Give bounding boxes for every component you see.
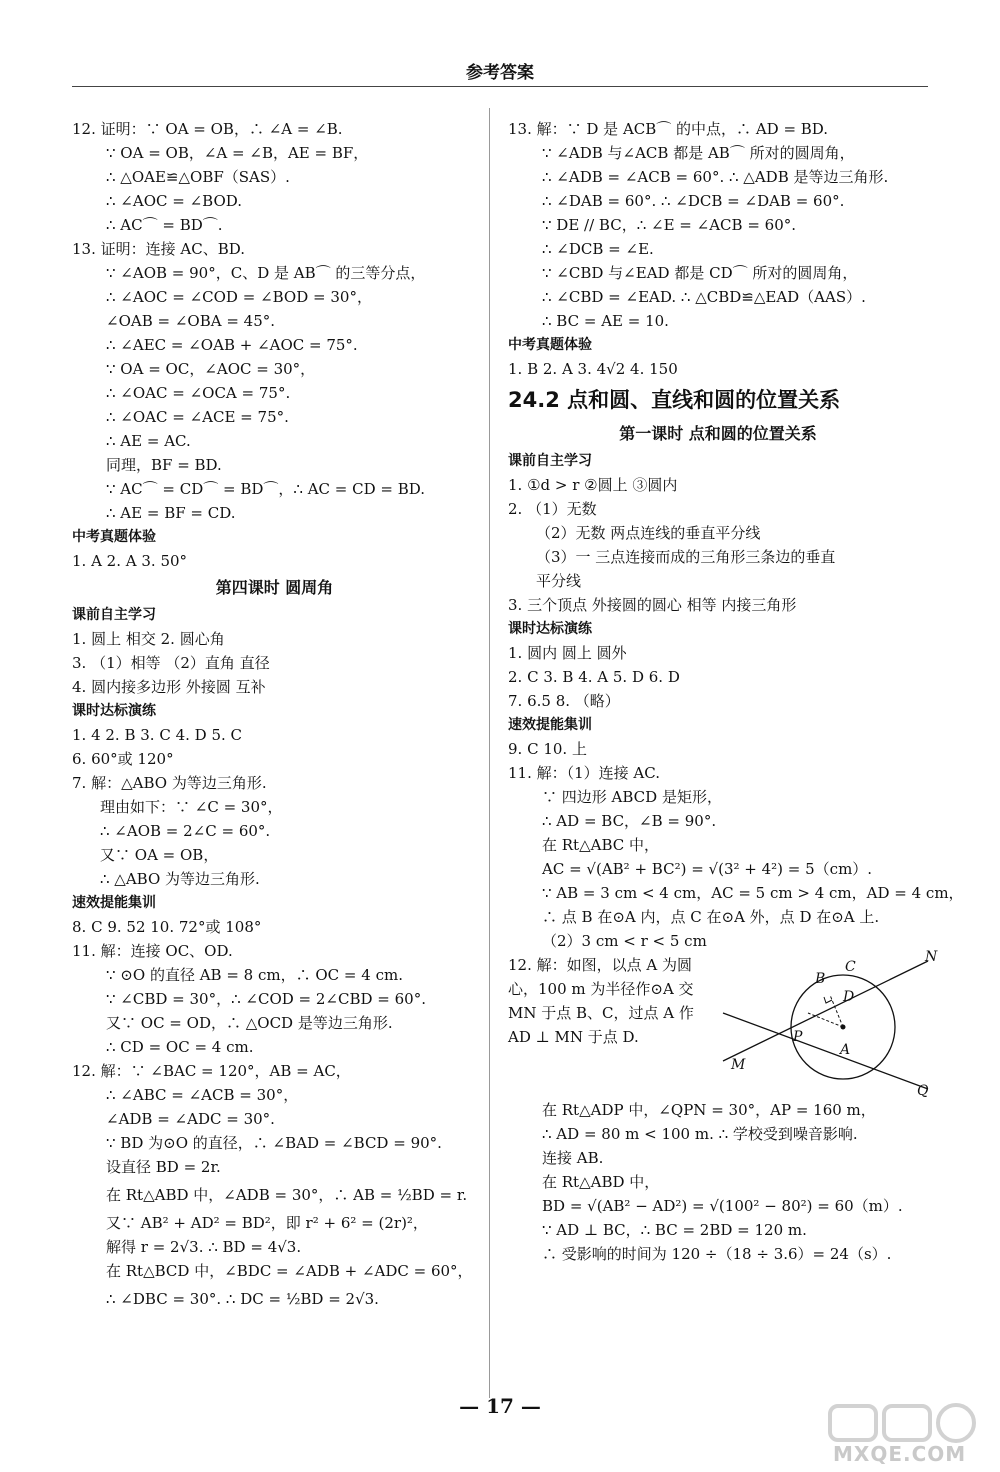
answer-line: 1. 圆内 圆上 圆外	[508, 644, 627, 662]
section-heading: 课前自主学习	[72, 607, 156, 623]
answer-line: 同理，BF = BD.	[106, 456, 222, 474]
figure-problem-block	[508, 949, 938, 1099]
answer-line: ∠ADB = ∠ADC = 30°.	[106, 1110, 275, 1128]
answer-line: ∴ BC = AE = 10.	[542, 312, 669, 330]
answer-line: 设直径 BD = 2r.	[106, 1158, 221, 1176]
answer-line: 1. ①d > r ②圆上 ③圆内	[508, 476, 678, 494]
answer-line: 12. 解：∵ ∠BAC = 120°，AB = AC，	[72, 1062, 351, 1080]
answer-line: ∵ ∠AOB = 90°，C、D 是 AB⌒ 的三等分点，	[106, 264, 426, 282]
answer-line: 2. （1）无数	[508, 500, 597, 518]
line-mn	[723, 961, 928, 1061]
header-divider	[72, 86, 928, 87]
answer-line: ∴ AE = BF = CD.	[106, 504, 236, 522]
answer-line: 12. 解：如图，以点 A 为圆心，100 m 为半径作⊙A 交 MN 于点 B、C，过点 A 作 AD ⊥ MN 于点 D.	[508, 956, 694, 1046]
chapter-section-title: 24.2 点和圆、直线和圆的位置关系	[508, 388, 841, 412]
figure-label-c: C	[845, 959, 856, 975]
answer-line: ∴ △OAE≌△OBF（SAS）.	[106, 168, 290, 186]
column-divider	[489, 108, 490, 1398]
section-heading: 中考真题体验	[508, 337, 592, 353]
answer-line: BD = √(AB² − AD²) = √(100² − 80²) = 60（m）.	[542, 1197, 903, 1215]
segment-ab	[808, 1013, 843, 1027]
answer-line: ∵ 四边形 ABCD 是矩形，	[542, 788, 722, 806]
right-column	[508, 117, 964, 1266]
answer-line: ∴ AD = BC，∠B = 90°.	[542, 812, 717, 830]
answer-line: ∴ ∠CBD = ∠EAD. ∴ △CBD≌△EAD（AAS）.	[542, 288, 866, 306]
page-header-title: 参考答案	[466, 63, 534, 83]
section-heading: 课时达标演练	[508, 621, 592, 637]
answer-line: 在 Rt△ABD 中，	[542, 1173, 660, 1191]
answer-line: 理由如下：∵ ∠C = 30°，	[100, 798, 283, 816]
answer-line: ∴ AE = AC.	[106, 432, 191, 450]
answer-line: ∴ ∠ADB = ∠ACB = 60°. ∴ △ADB 是等边三角形.	[542, 168, 889, 186]
answer-line: 3. （1）相等 （2）直角 直径	[72, 654, 270, 672]
lesson-title: 第一课时 点和圆的位置关系	[619, 424, 817, 443]
answer-line: （2）无数 两点连线的垂直平分线	[536, 524, 761, 542]
answer-line: 在 Rt△ABD 中，∠ADB = 30°，∴ AB = ½BD = r.	[106, 1186, 468, 1204]
answer-line: ∴ ∠ABC = ∠ACB = 30°，	[106, 1086, 299, 1104]
section-heading: 课时达标演练	[72, 703, 156, 719]
answer-line: 13. 解：∵ D 是 ACB⌒ 的中点，∴ AD = BD.	[508, 120, 829, 138]
answer-line: 又∵ AB² + AD² = BD²，即 r² + 6² = (2r)²，	[106, 1214, 428, 1232]
figure-label-d: D	[843, 989, 855, 1005]
answer-line: 平分线	[536, 572, 582, 590]
answer-line: ∵ AD ⊥ BC，∴ BC = 2BD = 120 m.	[542, 1221, 807, 1239]
answer-line: 又∵ OA = OB，	[100, 846, 219, 864]
answer-line: 1. 圆上 相交 2. 圆心角	[72, 630, 225, 648]
answer-line: 在 Rt△ADP 中，∠QPN = 30°，AP = 160 m，	[542, 1101, 876, 1119]
answer-line: 连接 AB.	[542, 1149, 604, 1167]
answer-line: ∴ ∠AOB = 2∠C = 60°.	[100, 822, 271, 840]
lesson-title: 第四课时 圆周角	[215, 578, 334, 597]
answer-line: 13. 证明：连接 AC、BD.	[72, 240, 245, 258]
answer-line: ∠OAB = ∠OBA = 45°.	[106, 312, 276, 330]
answer-line: 9. C 10. 上	[508, 740, 587, 758]
answer-line: 在 Rt△ABC 中，	[542, 836, 660, 854]
answer-line: ∴ 点 B 在⊙A 内，点 C 在⊙A 外，点 D 在⊙A 上.	[542, 908, 880, 926]
answer-line: ∵ BD 为⊙O 的直径，∴ ∠BAD = ∠BCD = 90°.	[106, 1134, 442, 1152]
answer-line: 12. 证明：∵ OA = OB，∴ ∠A = ∠B.	[72, 120, 343, 138]
figure-label-p: P	[793, 1029, 803, 1045]
answer-line: ∴ CD = OC = 4 cm.	[106, 1038, 254, 1056]
section-heading: 中考真题体验	[72, 529, 156, 545]
answer-line: 6. 60°或 120°	[72, 750, 174, 768]
answer-line: ∵ ∠ADB 与∠ACB 都是 AB⌒ 所对的圆周角，	[542, 144, 855, 162]
geometry-figure	[703, 949, 938, 1099]
answer-line: ∵ ⊙O 的直径 AB = 8 cm，∴ OC = 4 cm.	[106, 966, 403, 984]
figure-label-m: M	[731, 1057, 746, 1073]
answer-line: ∴ ∠AEC = ∠OAB + ∠AOC = 75°.	[106, 336, 358, 354]
figure-label-n: N	[925, 949, 938, 965]
answer-line: AC = √(AB² + BC²) = √(3² + 4²) = 5（cm）.	[542, 860, 873, 878]
answer-line: ∴ △ABO 为等边三角形.	[100, 870, 260, 888]
answer-line: 1. B 2. A 3. 4√2 4. 150	[508, 360, 678, 378]
section-heading: 速效提能集训	[72, 895, 156, 911]
answer-line: 解得 r = 2√3. ∴ BD = 4√3.	[106, 1238, 302, 1256]
answer-line: ∴ ∠DAB = 60°. ∴ ∠DCB = ∠DAB = 60°.	[542, 192, 845, 210]
answer-line: 8. C 9. 52 10. 72°或 108°	[72, 918, 262, 936]
answer-line: ∵ AC⌒ = CD⌒ = BD⌒，∴ AC = CD = BD.	[106, 480, 425, 498]
figure-label-b: B	[815, 971, 826, 987]
answer-line: ∵ OA = OC，∠AOC = 30°，	[106, 360, 316, 378]
answer-line: ∴ AC⌒ = BD⌒.	[106, 216, 223, 234]
section-heading: 速效提能集训	[508, 717, 592, 733]
left-column	[72, 117, 477, 1315]
answer-line: 1. 4 2. B 3. C 4. D 5. C	[72, 726, 243, 744]
answer-line: （3）一 三点连接而成的三角形三条边的垂直	[536, 548, 836, 566]
answer-line: ∴ AD = 80 m < 100 m. ∴ 学校受到噪音影响.	[542, 1125, 858, 1143]
figure-label-a: A	[840, 1042, 851, 1058]
answer-line: ∵ ∠CBD 与∠EAD 都是 CD⌒ 所对的圆周角，	[542, 264, 858, 282]
answer-line: 1. A 2. A 3. 50°	[72, 552, 188, 570]
answer-line: 在 Rt△BCD 中，∠BDC = ∠ADB + ∠ADC = 60°，	[106, 1262, 473, 1280]
answer-line: ∵ AB = 3 cm < 4 cm，AC = 5 cm > 4 cm，AD = 4 cm，	[542, 884, 964, 902]
answer-line: ∴ 受影响的时间为 120 ÷（18 ÷ 3.6）= 24（s）.	[542, 1245, 892, 1263]
section-heading: 课前自主学习	[508, 453, 592, 469]
answer-line: 4. 圆内接多边形 外接圆 互补	[72, 678, 266, 696]
answer-line: ∴ ∠OAC = ∠ACE = 75°.	[106, 408, 289, 426]
answer-line: ∴ ∠AOC = ∠BOD.	[106, 192, 243, 210]
answer-line: ∴ ∠OAC = ∠OCA = 75°.	[106, 384, 291, 402]
answer-line: 7. 6.5 8. （略）	[508, 692, 620, 710]
answer-line: 3. 三个顶点 外接圆的圆心 相等 内接三角形	[508, 596, 797, 614]
center-point-a	[841, 1025, 846, 1030]
watermark-text: MXQE.COM	[833, 1442, 967, 1466]
answer-line: 又∵ OC = OD，∴ △OCD 是等边三角形.	[106, 1014, 393, 1032]
answer-line: 11. 解：（1）连接 AC.	[508, 764, 660, 782]
answer-line: 2. C 3. B 4. A 5. D 6. D	[508, 668, 680, 686]
page-number: — 17 —	[459, 1394, 541, 1418]
answer-line: ∴ ∠AOC = ∠COD = ∠BOD = 30°，	[106, 288, 372, 306]
answer-line: ∴ ∠DBC = 30°. ∴ DC = ½BD = 2√3.	[106, 1290, 379, 1308]
answer-line: ∵ ∠CBD = 30°，∴ ∠COD = 2∠CBD = 60°.	[106, 990, 426, 1008]
line-pq	[723, 1013, 928, 1089]
answer-line: 11. 解：连接 OC、OD.	[72, 942, 233, 960]
answer-line: ∵ DE // BC，∴ ∠E = ∠ACB = 60°.	[542, 216, 797, 234]
answer-line: （2）3 cm < r < 5 cm	[542, 932, 707, 950]
answer-line: ∴ ∠DCB = ∠E.	[542, 240, 654, 258]
figure-label-q: Q	[917, 1083, 929, 1099]
answer-line: ∵ OA = OB，∠A = ∠B，AE = BF，	[106, 144, 369, 162]
answer-line: 7. 解：△ABO 为等边三角形.	[72, 774, 267, 792]
